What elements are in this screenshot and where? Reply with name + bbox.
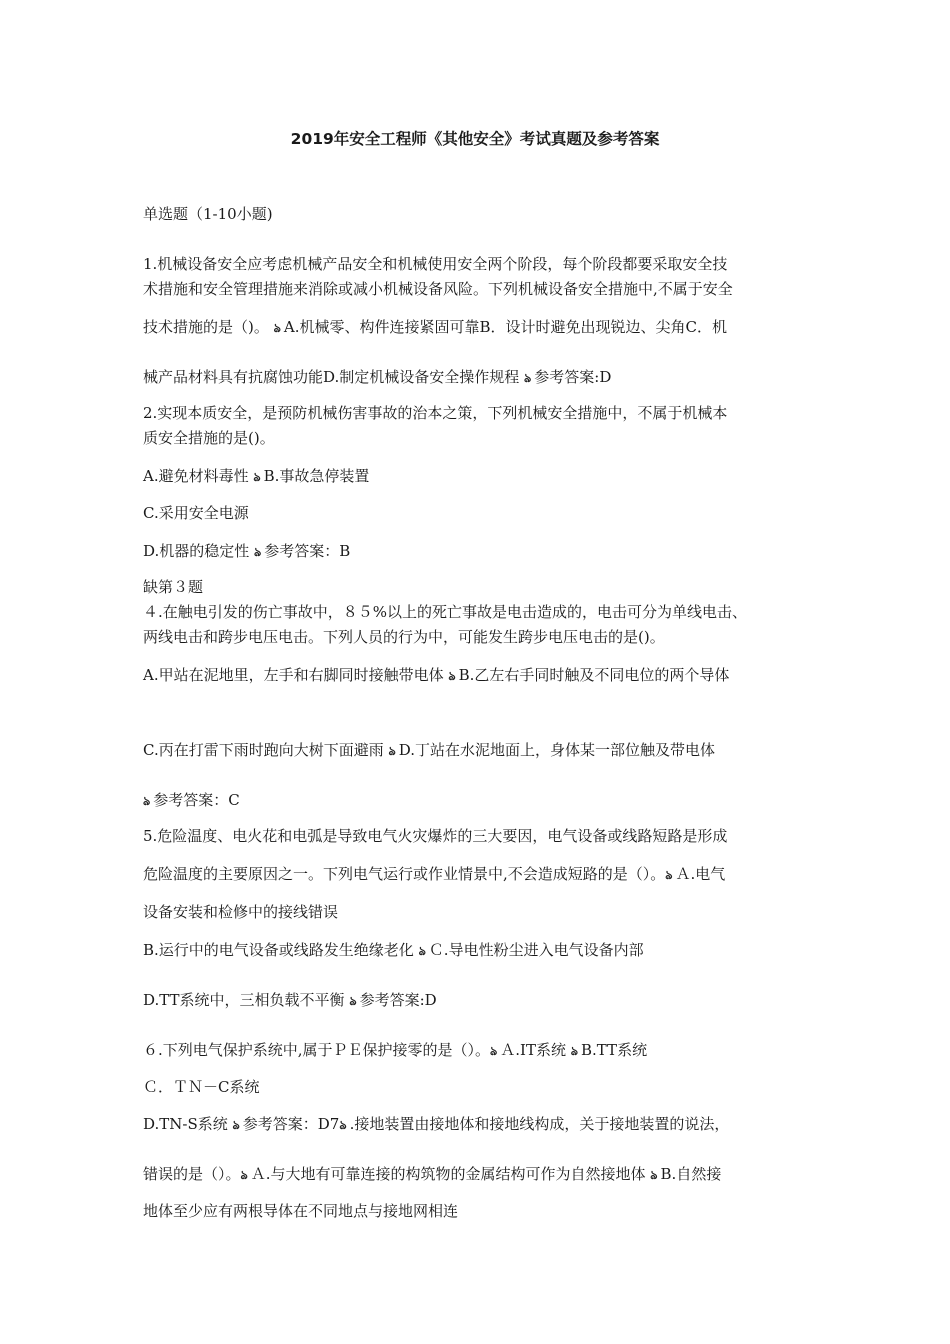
text-line	[143, 503, 823, 523]
text-line	[143, 254, 823, 274]
bullet-mark-icon: ঌ	[273, 321, 281, 335]
text-segment: Ａ.与大地有可靠连接的构筑物的金属结构可作为自然接地体	[250, 1165, 651, 1183]
text-segment: 参考答案：B	[264, 542, 351, 560]
text-line	[143, 204, 823, 224]
bullet-mark-icon: ঌ	[490, 1044, 498, 1058]
text-line	[143, 740, 823, 761]
text-segment: 技术措施的是（)。	[143, 318, 274, 336]
text-segment: 危险温度的主要原因之一。下列电气运行或作业情景中,不会造成短路的是（）。	[143, 865, 666, 883]
text-segment: Ｃ.导电性粉尘进入电气设备内部	[428, 941, 644, 959]
text-segment: B.乙左右手同时触及不同电位的两个导体	[458, 666, 730, 684]
bullet-mark-icon: ঌ	[232, 1118, 240, 1132]
text-line	[143, 428, 823, 448]
text-segment: 参考答案：D7	[242, 1115, 340, 1133]
text-line	[143, 665, 823, 686]
bullet-mark-icon: ঌ	[254, 545, 262, 559]
text-segment: B.自然接	[660, 1165, 722, 1183]
text-segment: A.避免材料毒性	[143, 467, 254, 485]
text-segment: Ａ.IT系统	[500, 1041, 571, 1059]
text-line	[143, 1040, 823, 1061]
text-segment: C.采用安全电源	[143, 504, 249, 522]
text-segment: C.丙在打雷下雨时跑向大树下面避雨	[143, 741, 389, 759]
bullet-mark-icon: ঌ	[570, 1044, 578, 1058]
text-segment: 错误的是（）。	[143, 1165, 241, 1183]
text-segment: A.机械零、构件连接紧固可靠B．设计时避免出现锐边、尖角C．机	[283, 318, 727, 336]
bullet-mark-icon: ঌ	[448, 669, 456, 683]
text-segment: D.机器的稳定性	[143, 542, 255, 560]
bullet-mark-icon: ঌ	[349, 994, 357, 1008]
text-segment: ４.在触电引发的伤亡事故中，８５%以上的死亡事故是电击造成的，电击可分为单线电击、	[143, 603, 748, 621]
text-segment: .接地装置由接地体和接地线构成，关于接地装置的说法，	[349, 1115, 730, 1133]
text-line	[143, 317, 823, 338]
text-line	[143, 990, 823, 1011]
text-segment: 术措施和安全管理措施来消除或减小机械设备风险。下列机械设备安全措施中,不属于安全	[143, 280, 733, 298]
bullet-mark-icon: ঌ	[253, 470, 261, 484]
text-segment: 地体至少应有两根导体在不同地点与接地网相连	[143, 1202, 459, 1220]
text-segment: 缺第３题	[143, 578, 204, 596]
document-title: 2019年安全工程师《其他安全》考试真题及参考答案	[290, 130, 660, 148]
bullet-mark-icon: ঌ	[650, 1168, 658, 1182]
text-segment: 2.实现本质安全，是预防机械伤害事故的治本之策，下列机械安全措施中，不属于机械本	[143, 404, 728, 422]
text-segment: 1.机械设备安全应考虑机械产品安全和机械使用安全两个阶段，每个阶段都要采取安全技	[143, 255, 728, 273]
text-line	[143, 826, 823, 846]
text-segment: D.丁站在水泥地面上，身体某一部位触及带电体	[398, 741, 715, 759]
text-segment: D.TN-S系统	[143, 1115, 233, 1133]
text-line	[143, 577, 823, 597]
text-segment: 质安全措施的是()。	[143, 429, 275, 447]
bullet-mark-icon: ঌ	[240, 1168, 248, 1182]
text-segment: B.运行中的电气设备或线路发生绝缘老化	[143, 941, 419, 959]
text-line	[143, 1164, 823, 1185]
text-segment: 设备安装和检修中的接线错误	[143, 903, 339, 921]
text-line	[143, 403, 823, 423]
text-line	[143, 902, 823, 922]
text-line	[143, 790, 823, 811]
text-segment: B.事故急停装置	[263, 467, 370, 485]
text-line	[143, 1114, 823, 1135]
text-line	[143, 279, 823, 299]
bullet-mark-icon: ঌ	[388, 744, 396, 758]
text-segment: 5.危险温度、电火花和电弧是导致电气火灾爆炸的三大要因，电气设备或线路短路是形成	[143, 827, 728, 845]
bullet-mark-icon: ঌ	[418, 944, 426, 958]
text-segment: Ａ.电气	[675, 865, 726, 883]
text-line	[143, 541, 823, 562]
text-segment: A.甲站在泥地里，左手和右脚同时接触带电体	[143, 666, 449, 684]
text-segment: 两线电击和跨步电压电击。下列人员的行为中，可能发生跨步电压电击的是()。	[143, 628, 665, 646]
text-segment: B.TT系统	[580, 1041, 648, 1059]
text-line	[143, 864, 823, 885]
text-line	[143, 940, 823, 961]
text-line	[143, 466, 823, 487]
text-segment: 参考答案:D	[534, 368, 612, 386]
text-line	[143, 602, 823, 622]
bullet-mark-icon: ঌ	[524, 371, 532, 385]
bullet-mark-icon: ঌ	[665, 868, 673, 882]
bullet-mark-icon: ঌ	[339, 1118, 347, 1132]
text-segment: 参考答案：C	[153, 791, 240, 809]
bullet-mark-icon: ঌ	[143, 794, 151, 808]
text-segment: 单选题（1-10小题)	[143, 205, 273, 223]
text-segment: 械产品材料具有抗腐蚀功能D.制定机械设备安全操作规程	[143, 368, 525, 386]
text-line	[143, 367, 823, 388]
text-segment: D.TT系统中，三相负载不平衡	[143, 991, 350, 1009]
text-segment: Ｃ．ＴＮ－C系统	[143, 1078, 260, 1096]
text-segment: 参考答案:D	[359, 991, 437, 1009]
text-line	[143, 627, 823, 647]
text-line	[143, 1201, 823, 1221]
text-segment: ６.下列电气保护系统中,属于ＰＥ保护接零的是（）。	[143, 1041, 491, 1059]
text-line	[143, 1077, 823, 1097]
